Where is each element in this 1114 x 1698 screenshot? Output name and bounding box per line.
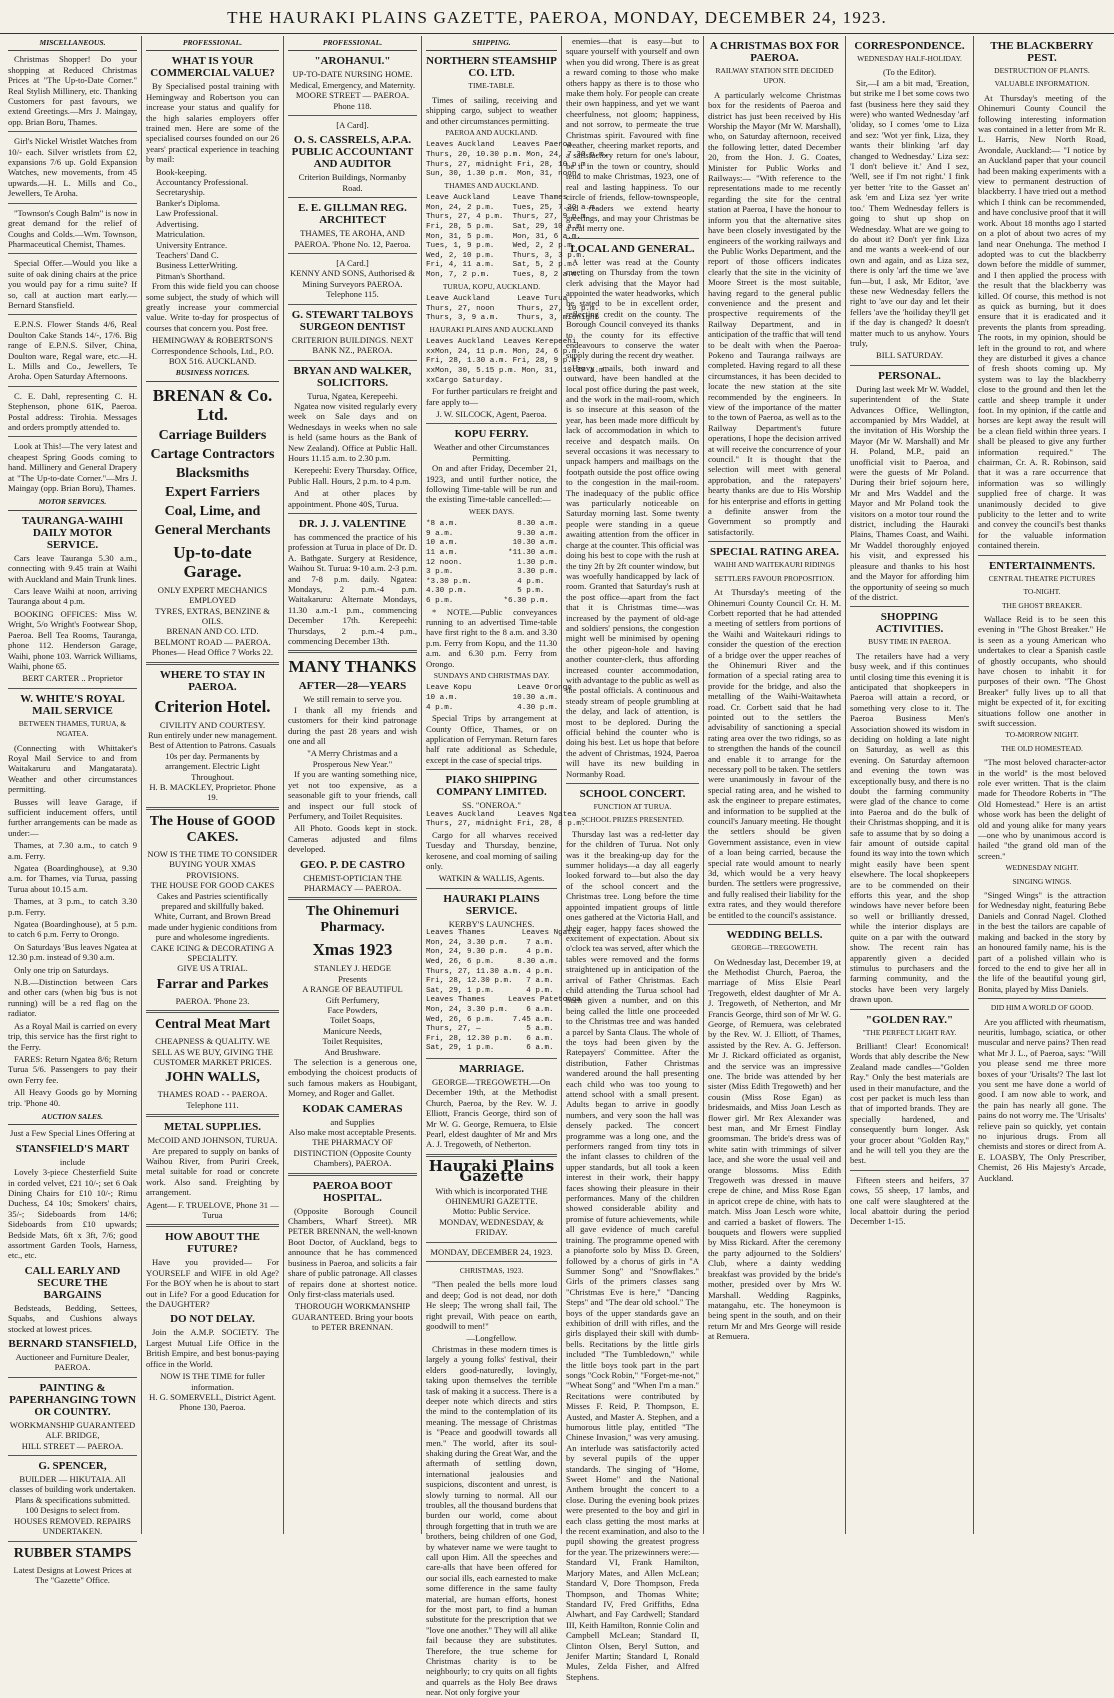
article-subtitle: DID HIM A WORLD OF GOOD.: [990, 1003, 1094, 1013]
ad-title: PAEROA BOOT HOSPITAL.: [312, 1179, 393, 1204]
list-item: Accountancy Professional.: [156, 177, 249, 188]
ad-text: THE PHARMACY OF DISTINCTION (Opposite County Chambers), PAEROA.: [293, 1137, 412, 1169]
ad-text: HOUSES REMOVED. REPAIRS UNDERTAKEN.: [14, 1515, 131, 1537]
ad-title: "AROHANUI.": [314, 55, 391, 68]
ad-text: CAKE ICING & DECORATING A SPECIALITY.: [150, 942, 275, 963]
ad-text: Motto: Public Service.: [452, 1206, 531, 1217]
ad-text: H. G. SOMERVELL, District Agent. Phone 130, Paeroa.: [149, 1391, 276, 1413]
ad-text: Kerepeehi: Every Thursday. Office, Public Hall. Hours, 2 p.m. to 4 p.m.: [288, 465, 417, 486]
ad-text: (Opposite Borough Council Chambers, Wharf Street). MR PETER BRENNAN, the well-known Boot Doctor, of Auckland, begs to announce that he has commenced business in Paeroa, and solicits a fair share of public patronage. All classes of repairs done at shortest notice. Only first-class materials used.: [288, 1205, 417, 1299]
ad-subtitle: TIME-TABLE.: [468, 81, 515, 91]
article-text: Wallace Reid is to be seen this evening in "The Ghost Breaker." He is seen as a young American who undertakes to clear a Spanish castle of ghostly occupants, who should have chosen to inhabit it for purposes of their own. "The Ghost Breaker" fully lives up to all that might be expected of it, for exciting situations follow one another in swift succession.: [978, 613, 1106, 728]
ad-text: BOOKING OFFICES: Miss W. Wright, 5/o Wright's Footwear Shop, Paeroa. Bell Tea Rooms, Tauranga, phone 112. Henderson Garage, Waihi, phone 103. Warrick Williams, Waihi, phone 65.: [8, 608, 137, 671]
course-list: [146, 167, 279, 281]
ad-title: Xmas 1923: [312, 940, 393, 960]
ad-title: BRYAN AND WALKER, SOLICITORS.: [293, 364, 412, 389]
ad-text: THAMES ROAD - - PAEROA. Telephone 111.: [157, 1089, 268, 1110]
ad-title: O. S. CASSRELS, A.P.A. PUBLIC ACCOUNTANT AND AUDITOR: [291, 134, 414, 171]
masthead: THE HAURAKI PLAINS GAZETTE, PAEROA, MONDAY, DECEMBER 24, 1923.: [0, 0, 1114, 34]
ad-title: GEO. P. DE CASTRO: [299, 858, 406, 871]
ad-text: THOROUGH WORKMANSHIP GUARANTEED. Bring your boots to PETER BRENNAN.: [291, 1301, 414, 1333]
list-item: Manicure Needs,: [323, 1025, 382, 1036]
column-3: [284, 36, 422, 1534]
article-text: A letter was read at the County meeting on Thursday from the town clerk advising that the Mayor had appointed the water headworks, which he stated to be in excellent order, reflecting credit on the county. The Borough Council conveyed its thanks to the county for its effective endeavours to conserve the water supply during the recent dry weather.: [566, 256, 699, 361]
ad-text: CIVILITY AND COURTESY.: [159, 719, 266, 730]
list-item: Gift Perfumery,: [325, 994, 380, 1005]
ad-title: HAURAKI PLAINS SERVICE.: [443, 892, 540, 917]
article-subtitle: TO-MORROW NIGHT.: [1005, 730, 1079, 740]
article-subtitle: WEDNESDAY HALF-HOLIDAY.: [857, 54, 962, 63]
article-subtitle: THE GHOST BREAKER.: [1001, 600, 1083, 610]
timetable: Leave Kopu Leave Orongo 10 a.m. 10.30 a.m. 4 p.m. 4.30 p.m.: [426, 684, 572, 712]
ad-text: TYRES, EXTRAS, BENZINE & OILS.: [155, 605, 270, 626]
article-subtitle: THE OLD HOMESTEAD.: [1001, 743, 1083, 753]
ad-title: DO NOT DELAY.: [170, 1313, 255, 1326]
ad-text: MONDAY, WEDNESDAY, & FRIDAY.: [439, 1216, 544, 1238]
article-subtitle: GEORGE—TREGOWETH.: [731, 943, 818, 953]
column-5: [562, 36, 704, 1682]
list-item: Toilet Soaps,: [330, 1015, 375, 1026]
ad-text: (Connecting with Whittaker's Royal Mail Service to and from Waitakaruru and Mangatarata). Weather and other circumstances permitting.: [8, 742, 137, 795]
ad-text: Cars leave Tauranga 5.30 a.m., connecting with 9.45 train at Waihi with Auckland and Main Trunk lines.: [8, 552, 137, 584]
timetable: Leaves Thames Leaves Ngatea Mon, 24, 3.30 p.m. 7 a.m. Mon, 24, 9.30 p.m. 4 p.m. Wed, 26, 6 p.m. 8.30 a.m. Thurs, 27, 11.30 a.m. 4 p.m. Fri, 28, 12.30 p.m. 7 a.m. Sat, 29, 1 p.m. 4 p.m. Leaves Thames Leaves Patetonga Mon, 24, 3.30 p.m. 6 a.m. Wed, 26, 6 p.m. 7.45 a.m. Thurs, 27, ― 5 a.m. Fri, 28, 12.30 p.m. 6 a.m. Sat, 29, 1 p.m. 6 a.m.: [426, 929, 581, 1053]
article-subtitle: "THE PERFECT LIGHT RAY.: [862, 1027, 957, 1037]
article-text: During last week Mr W. Waddel, superintendent of the State Advances Office, Wellington, accompanied by Mrs Waddel, at the invitation of His Worship the Mayor (Mr W. Marshall) and Mr H. Poland, M.P., paid an unofficial visit to Paeroa, and were the guests of Mr Poland. During their brief sojourn here, Mr and Mrs Waddel and the Mayor and Mr Poland took the visitors on a motor tour round the district, including the Hauraki Plains, Thames Coast, and Waihi. Mr Waddel thoroughly enjoyed his visit, and expressed his pleasure and thanks to his host and the Mayor for affording him the opportunity of seeing so much of the district.: [850, 383, 969, 602]
section-title: SCHOOL CONCERT.: [579, 788, 686, 801]
poem: "Then pealed the bells more loud and deep; God is not dead, nor doth He sleep; The wrong shall fail, The right prevail, With peace on earth, goodwill to men!": [426, 1279, 557, 1332]
list-item: Toilet Requisites,: [322, 1036, 383, 1047]
ad-title: RUBBER STAMPS: [13, 1545, 132, 1561]
ad-text: Ngatea (Boardinghouse), at 9.30 a.m. for Thames, via Turua, passing Turua about 10.15 a.m.: [8, 863, 137, 894]
ad-text: I thank all my friends and customers for their kind patronage during the past 28 years and wish one and all: [288, 704, 417, 747]
article-subtitle: SETTLERS FAVOUR PROPOSITION.: [714, 573, 835, 583]
editorial-text: enemies—that is easy—but to square yourself with yourself and own when you did wrong. There is as great a reward coming to those who make others happy as there is to those who make them holy. For people can create their own happiness, and yet we want cheerfulness, not gloom; happiness, and not sorrow, to permeate the true Christmas spirit. Favoured with fine weather, cheering market reports, and a satisfactory return for one's labour, be it in the town or country, should tend to make Christmas, 1923, one of real and lasting happiness. To our circle of friends, fellow-townspeople, and readers we extend hearty greetings, and may your Christmas be a real merry one.: [566, 36, 699, 234]
article-subtitle: CENTRAL THEATRE PICTURES: [988, 573, 1096, 583]
section-title: CORRESPONDENCE.: [854, 40, 965, 52]
ad-text: For further particulars re freight and fare apply to—: [426, 386, 557, 407]
ad-title: KODAK CAMERAS: [302, 1102, 403, 1115]
column-1: [4, 36, 142, 1585]
list-item: University Entrance.: [156, 239, 228, 250]
article-subtitle: RAILWAY STATION SITE DECIDED UPON.: [715, 66, 834, 86]
ad-text: has commenced the practice of his profession at Turua in place of Dr. D. A. Bathgate. Surgery at Residence, Waihou St. Turua: 9-10 a.m. 2-3 p.m. and 7-8 p.m. daily. Ngatea: Mondays, 2 p.m.-4 p.m. Waitakaruru: Alternate Mondays, 11.30 a.m.-1 p.m., commencing December 17th. Kerepeehi: Thursdays, 2 p.m.-4 p.m., commencing December 13th.: [288, 531, 417, 647]
section-header: PROFESSIONAL.: [146, 36, 279, 51]
article-text: Thursday last was a red-letter day for the children of Turua. Not only was it the breaking-up day for the summer holidays—a day all eagerly looked forward to—but also the day of the school concert and the Christmas tree. Long before the time appointed impatient groups of little ones gathered at the Victoria Hall, and their eager, happy faces showed the excitement of expectation. About six o'clock tea was served, after which the tables were removed and the forms straightened up in anticipation of the arrival of Father Christmas. Each child attending the Turua school had been given a number, and on this being called the little one proceeded to the Christmas tree and was handed a parcel by Santa Claus. The whole of the toys had been given by the Ratepayers' Committee. After the distribution, Father Christmas wandered around the hall presenting each child who was too young to attend school with a small present. Adults began to arrive in goodly numbers, and very soon the hall was densely packed. The concert programme was a long one, and the performers ranged from tiny tots in the infant classes to children of the upper standards, but all took a keen interest in their work, their happy faces showing their pleasure in their performances. Many of the children showed considerable ability and promise of future achievements, while all gave evidence of much careful training. The programme opened with a pianoforte solo by Miss D. Green, followed by a chorus of girls in "A Summer Song" and "Snowflakes." Girls of the primers classes sang "Christmas Eve is here," "Dancing Steps" and "The dear old school." The boys of the upper standards gave an exhibition of drill with rifles, and the girls displayed their skill with dumb-bells. Recitations by the little girls included "The Tumbledown," while the little boys took part in the part songs "Cock Robin," "Forget-me-not," "Wheat Song" and "When I'm a man." Recitations were contributed by Misses F. Reid, P. Thompson, E. Austed, and Master A. Stephen, and a humorous little play, entitled "The Chinese Invasion," was very amusing. An interlude was satisfactorily acted by several pupils of the upper standards. The singing of "Home, Sweet Home" and the National Anthem brought the concert to a close. During the evening book prizes were presented to the boy and girl in each class getting the most marks at the recent examination, and also to the pupil showing the greatest progress for the year. The prizewinners were:—Standard VI, Frank Hamilton, Marjory Mates, and Allen McLean; Standard V, Dore Thompson, Freda Thompson, and Thomas White; Standard IV, Fred Griffiths, Edna Alwhart, and Fay Cardwell; Standard III, Keith Hamilton, Ronnie Colin and Campbell McLean; Standard II, Clinton Olsen, Beryl Sutton, and Jenifer Martin; Standard I, Ronald Mules, Zelda Fisher, and Alfred Stephens.: [566, 828, 699, 1682]
list-item: Secretaryship.: [156, 187, 205, 198]
ad-text: THE HOUSE FOR GOOD CAKES: [150, 880, 275, 891]
ad-text: Just a Few Special Lines Offering at: [10, 1128, 135, 1139]
section-title: "GOLDEN RAY.": [865, 1013, 954, 1026]
ad-text: H. B. MACKLEY, Proprietor. Phone 19.: [149, 782, 276, 803]
article-subtitle: (To the Editor).: [882, 67, 937, 78]
ad-text: BERT CARTER .. Proprietor: [22, 673, 123, 684]
classified-ad: Christmas Shopper! Do your shopping at Reduced Christmas Prices at "The Up-to-Date Corner." Real Stylish Millinery, etc. Thanking Customers for past favours, we extend Greetings.—Mrs J. Maingay, opp. Brian Boru, Thames.: [8, 54, 137, 127]
ad-text: * NOTE.—Public conveyances running to an advertised Time-table have first right to the 8 a.m. and 3.30 p.m. Ferry from Kopu, and the 11.30 a.m. and 6.30 p.m. Ferry from Orongo.: [426, 606, 557, 669]
article-text: At Thursday's meeting of the Ohinemuri County Council the following interesting information was contained in a letter from Mr R. L. Harris, New North Road, Avondale, Auckland:— "I notice by an Auckland paper that your council had been making experiments with a view to permanent destruction of blackberry. I have tried out a method which I think can be recommended, and have conclusive proof that it will work. About 18 months ago I started on a plot of about two acres of my land near Onehunga. The method I adopted was to cut the blackberry down before the middle of summer, and I then applied the process with the result that the blackberry was killed. Of course, this method is not as quick as burning, but it does ensure that it is eradicated and it prevents the plants from spreading. The roots, in my opinion, should be left in the ground to rot, and where they are disturbed it gives a chance of fresh shoots coming up. My system was to lay the blackberry close to the ground and then let the cattle and sheep trample it under foot. In my opinion, if the cattle and horses are kept away the result will be a clean field within three years. I shall be pleased to give any further information required." The chairman, Cr. A. R. Robinson, said that it was a rare occurrence that information was so willingly supplied free of charge. It was unanimously decided to give publicity to the letter and to write and convey the council's best thanks for the valuable information contained therein.: [978, 92, 1106, 551]
ad-text: BELMONT ROAD — PAEROA.: [154, 636, 271, 647]
ad-text: Run entirely under new management.: [147, 730, 278, 741]
ad-text: BUILDER — HIKUTAIA. All classes of building work undertaken.: [9, 1474, 136, 1495]
article-text: A particularly welcome Christmas box for the residents of Paeroa and district has just been received by His Worship the Mayor (Mr W. Marshall), who, on Saturday afternoon, received the following letter, dated December 20, from the Hon. J. G. Coates, Minister for Public Works and Railways:— "With reference to the representations made to me recently regarding the site for the central station at Paeroa, I have the honour to inform you that the alternative sites have been closely investigated by the engineers of the working railways and the Public Works Department, and the report of those officers indicates clearly that the site in the vicinity of Moore Street is the most suitable, having regard to the general public convenience and the present and prospective requirements of the Railway Department, and in anticipation of the traffic that will tend to be dealt with when the Paeroa-Pokeno and Tauranga railways are completed. Having regard to all these circumstances, it has been decided to locate the new station at the site recommended by the engineers. In view of the importance of the matter to the town of Paeroa, as well as to the Railway Department's future operations, I hope the decision arrived at will receive the concurrence of your council." It is thought that the selection will meet with general approbation, and the ratepayers' hearty thanks are due to His Worship for his enterprise and efforts in getting a definite answer from the Government so promptly and satisfactorily.: [708, 89, 842, 537]
ad-title: PIAKO SHIPPING COMPANY LIMITED.: [436, 774, 547, 799]
ad-text: 100 Designs to select from.: [25, 1505, 120, 1516]
list-item: Teachers' Dand C.: [156, 249, 219, 260]
ad-title: G. SPENCER,: [38, 1460, 107, 1473]
ad-text: The selection is a generous one, embodying the choicest products of such famous makers as Houbigant, Morney, and Roger and Gallet.: [288, 1057, 417, 1099]
ad-title: TAURANGA-WAIHI DAILY MOTOR SERVICE.: [21, 514, 124, 551]
article-text: The retailers have had a very busy week, and if this continues until closing time this evening it is anticipated that shopkeepers in Paeroa will attain a record, or something very close to it. The Paeroa Business Men's Association showed its wisdom in deciding on holding a late night on Saturday, as well as this evening. On Saturday afternoon and evening the town was exceptionally busy, and there is no doubt the farming community were glad of the chance to come into Paeroa and do the bulk of their Christmas shopping, and it is safe to assume that by so doing a fair amount of outside capital found its way into the town which might easily have been spent elsewhere. The local shopkeepers are to be commended on their efforts this year, and the shop windows have never before been so well or brilliantly dressed, while the interior displays are quite on a par with the outward show. The recent rain has apparently given a decided stimulus to purchasers and the farming community, and the stocks have been very largely drawn upon.: [850, 650, 969, 1005]
timetable: Leave Auckland Leave Turua Thurs, 27, noon Thurs, 27, 10 p.m. Thurs, 3, 9 a.m. Thurs, 3, midnight: [426, 294, 600, 323]
ad-subtitle: WEEK DAYS.: [468, 506, 515, 516]
timetable: Leaves Auckland Leaves Paeroa Thurs, 20, 10.30 p.m. Mon, 24, 7.30 p.m. Thurs, 27, midnight Fri, 28, 10 p.m. Sun, 30, 1.30 p.m. Mon, 31, noon.: [426, 141, 609, 179]
article-subtitle: DESTRUCTION OF PLANTS.: [994, 66, 1090, 75]
ad-line: Coal, Lime, and: [164, 503, 261, 519]
list-item: Face Powders,: [327, 1004, 378, 1015]
article-subtitle: SCHOOL PRIZES PRESENTED.: [581, 815, 684, 825]
ad-text: Latest Designs at Lowest Prices at The "Gazette" Office.: [13, 1564, 132, 1585]
ad-text: Auctioneer and Furniture Dealer, PAEROA.: [15, 1352, 130, 1373]
ad-line: Blacksmiths: [175, 465, 250, 481]
list-item: Book-keeping.: [156, 166, 207, 177]
ad-title: HOW ABOUT THE FUTURE?: [165, 1231, 260, 1256]
ad-title: Up-to-date Garage.: [173, 542, 252, 581]
article-text: On Wednesday last, December 19, at the Methodist Church, Paeroa, the marriage of Miss Elsie Pearl Tregoweth, eldest daughter of Mr A. J. Tregoweth, of Netherton, and Mr Francis George, third son of Mr W. G. George, of Remuera, was celebrated by the Rev. W. J. Elliott, of Thames, assisted by the Rev. A. G. Jefferson. Mr J. Rickard officiated as organist, and the service was an impressive one. The bride was attended by her sister (Miss Edith Tregoweth) and her cousin (Miss Rose Egan) as bridesmaids, and Miss Joan Lesch as flower girl. Mr Rex Alexander was best man, and Mr Ernest Findlay groomsman. The bride's dress was of white satin with trimmings of silver lace, and she wore the usual veil and orange blossoms. Miss Edith Tregoweth was dressed in mauve crepe de chine, and Miss Rose Egan in apricot crepe de chine, with hats to match. Miss Joan Lesch wore white, and carried a basket of flowers. The bouquets and flowers were supplied by Miss Rickard. After the ceremony the party adjourned to the Soldiers' Club, where a dainty wedding breakfast was provided by the bride's mother, presided over by Mrs W. Marshall. Wedding Ragpinks, matangahu, etc. The honeymoon is being spent in the south, and on their return Mr and Mrs George will reside at Remuera.: [708, 956, 841, 1342]
ad-text: Phones— Head Office 7 Works 22.: [151, 647, 274, 658]
list-item: Advertising.: [156, 218, 199, 229]
ad-text: Are prepared to supply on banks of Waihou River, from Puriri Creek, metal suitable for road or concrete work. Also sand. Freighting by arrangement.: [146, 1145, 279, 1198]
section-header: AUCTION SALES.: [8, 1110, 137, 1125]
article-text: Heavy mails, both inward and outward, have been handled at the local post office during the past week, and the work in the mail-room, which is so insecure at this season of the year, has been made more difficult by lack of accommodation in which to receive and despatch mails. On several occasions it was necessary to unpack hampers and mailbags on the footpath outside the post office owing to the congestion in the mail-room. The inadequacy of the public office was particularly noticeable on Saturday morning last. Some twenty people were standing in a queue awaiting attention from the officer in charge at the counter. This official was doing his best to cope with the rush at the tiny 2ft by 2ft counter window, but was woefully handicapped by lack of room. Granted that Saturday's rush at the post office—apart from the fact that it is Christmas time—was increased by the payment of old-age and soldiers' pensions, the congestion might well be minimised by opening the other pigeon-hole and having another counter-clerk, thus affording increased counter accommodation, with advantage to the public as well as the postal officials. A continuous and steady stream of people grumbling at the delay, and lack of attention, is most to be deplored. During the official behind the counter who is doing his best. Let us hope that before the advent of Christmas, 1924, Paeroa will have its new building in Normanby Road.: [566, 362, 699, 779]
ad-title: STANSFIELD'S MART: [15, 1142, 130, 1155]
ad-text: WORKMANSHIP GUARANTEED ALF. BRIDGE,: [9, 1419, 136, 1441]
ad-title: METAL SUPPLIES.: [164, 1121, 261, 1134]
article-subtitle: VALUABLE INFORMATION.: [994, 79, 1090, 89]
classified-ad: E.P.N.S. Flower Stands 4/6, Real Doulton Cake Stands 14/-, 17/6. Big range of E.P.N.S. Silver, China, Doulton ware, Regal ware, etc.—H. L. Mills and Co., Jewellers, Te Aroha. Open Saturday Afternoons.: [8, 319, 137, 382]
ad-text: On Saturdays 'Bus leaves Ngatea at 12.30 p.m. instead of 9.30 a.m.: [8, 941, 137, 963]
ad-text: PAEROA. 'Phone 23.: [175, 995, 250, 1006]
ad-text: SS. "ONEROA.": [462, 800, 521, 811]
ad-text: and Supplies: [330, 1116, 375, 1127]
ad-text: KERBY'S LAUNCHES.: [448, 918, 535, 929]
ad-title: W. WHITE'S ROYAL MAIL SERVICE: [20, 692, 125, 717]
section-title: WEDDING BELLS.: [726, 929, 823, 942]
ad-text: Join the A.M.P. SOCIETY. The Largest Mutual Life Office in the British Empire, and best bonus-paying office in the World.: [146, 1327, 279, 1369]
ad-title: BERNARD STANSFIELD,: [8, 1338, 137, 1351]
section-title: PERSONAL.: [878, 369, 941, 382]
article-text: Are you afflicted with rheumatism, neuritis, lumbago, sciatica, or other muscular and nerve pains? Then read what Mr J. L., of Paeroa, says: "Will you please send me three more boxes of your 'Urisalts'? The last lot you sent me have done a world of good. I am now able to work, and the pain has nearly all gone. The pains do not worry me. The 'Urisalts' relieve pain so quickly, yet contain no injurious drugs. From all chemists and stores or direct from A. E. LOASBY, The Only Prescriber, Chemist, 26 His Majesty's Arcade, Auckland.: [978, 1016, 1106, 1183]
column-4: [422, 36, 609, 1698]
classified-ad: Girl's Nickel Wristlet Watches from 10/- each. Silver wristlets from £2, expansions 7/6 up. Gold Expansion Watches, new movements, from 45 upwards.—H. L. Mills and Co., Jewellers, Te Aroha.: [8, 136, 137, 199]
article-text: "Singed Wings" is the attraction for Wednesday night, featuring Bebe Daniels and Conrad Nagel. Clothed in the best the tailors are capable of making and backed in the story by an honoured family name, his is the part of a polished villain who is forced to the end to give her all in the life of the beautiful young girl, Bonita, played by Miss Daniels.: [978, 890, 1106, 994]
ad-text: McCOID AND JOHNSON, TURUA.: [147, 1135, 278, 1146]
ad-text: STANLEY J. HEDGE: [313, 963, 392, 974]
ad-title: PAINTING & PAPERHANGING TOWN OR COUNTRY.: [9, 1381, 136, 1418]
ad-line: Carriage Builders: [158, 427, 267, 443]
ad-text: ONLY EXPERT MECHANICS EMPLOYED: [157, 584, 268, 606]
ad-text: On and after Friday, December 21, 1923, and until further notice, the following Time-table will be run and the existing Time-table cancelled:—: [426, 463, 557, 505]
section-title: ENTERTAINMENTS.: [988, 559, 1096, 572]
newspaper-columns: [4, 36, 1110, 1698]
ad-text: HILL STREET — PAEROA.: [21, 1440, 124, 1451]
ad-subtitle: THAMES AND AUCKLAND.: [444, 180, 539, 190]
article-subtitle: SINGING WINGS.: [1012, 876, 1072, 886]
ad-title: CALL EARLY AND SECURE THE BARGAINS: [24, 1264, 121, 1301]
list-item: Banker's Diploma.: [156, 197, 221, 208]
ad-subtitle: TURUA, KOPU, AUCKLAND.: [442, 281, 541, 291]
ad-text: NOW IS THE TIME for fuller information.: [160, 1371, 265, 1392]
ad-text: MOORE STREET — PAEROA. Phone 118.: [295, 90, 410, 111]
classified-ad: Look at This!—The very latest and cheapest Spring Goods coming to hand. Millinery and General Drapery at "The Up-to-date Corner."—Mrs J. Maingay (opp. Brian Boru), Thames.: [8, 441, 137, 494]
ad-line: General Merchants: [154, 522, 271, 538]
ad-text: J. W. SILCOCK, Agent, Paeroa.: [436, 408, 547, 419]
ad-text: Weather and other Circumstances Permitting.: [433, 442, 550, 463]
article-subtitle: FUNCTION AT TURUA.: [593, 802, 672, 812]
section-title: LOCAL AND GENERAL.: [570, 242, 695, 255]
ad-text: Thames, at 3 p.m., to catch 3.30 p.m. Ferry.: [8, 896, 137, 917]
timetable: Leave Auckland Leave Thames Mon, 24, 2 p.m. Tues, 25, 7.30 a.m. Thurs, 27, 4 p.m. Thurs, 27, 9 p.m. Fri, 28, 5 p.m. Sat, 29, 10 a.m. Mon, 31, 5 p.m. Mon, 31, 6 a.m. Tues, 1, 9 p.m. Wed, 2, 2 p.m. Wed, 2, 10 p.m. Thurs, 3, 3 p.m. Fri, 4, 11 a.m. Sat, 5, 2 p.m. Mon, 7, 2 p.m. Tues, 8, 2 a.m.: [426, 194, 600, 279]
ad-text: Busses will leave Garage, if sufficient inducement offers, until further arrangements can be made as under:—: [8, 796, 137, 838]
ad-subtitle: HAURAKI PLAINS AND AUCKLAND: [429, 324, 554, 334]
classified-ad: "Townson's Cough Balm" is now in great demand for the relief of Coughs and Colds.—Wm. Townson, Pharmaceutical Chemist, Thames.: [8, 207, 137, 249]
ad-text: include: [59, 1156, 86, 1167]
ad-text: CHEMIST-OPTICIAN THE PHARMACY — PAEROA.: [303, 872, 402, 893]
letter-text: Sir,—I am a bit mad, 'Ereation, but strike me I bet some cows two fast (business here they said they were) who wanted Wednesday 'arf 'oliday, so I comes 'ome to Liza and sez: 'Wot yer fink, Liza, they wants their blinking 'arf day changed to Wednesday.' Liza sez: 'I don't believe it.' And I sez, 'Well, see if I'm not right.' I fink yer better 'rite to the Gasset an' ask 'em and Liza sez 'yer write too.' Them Wednesday fellers is going to shut up shop on Wednesday. What are we going to do about it? Don't yer fink Liza and me wants a week-end of our own and again, and as Liza sez, there is only 'arf the time we 'ave fun—but, I ask, Mr Editor, 'ave these new Wednesday fellers the right to 'ave our day and let their fellers 'ave the 'hoiliday they'll get if the day is changed? It doesn't matter much to us anyhow. Yours truly,: [850, 77, 969, 348]
article-subtitle: WAIHI AND WAITEKAURI RIDINGS: [714, 560, 835, 570]
article-text: Brilliant! Clear! Economical! Words that ably describe the New Zealand made candles—"Golden Ray." Only the best materials are used in their manufacture, and the cost per packet is much less than that of imported brands. They are specially hardened, and consequently burn longer. Ask your grocer about "Golden Ray," and he will tell you they are the best.: [850, 1040, 969, 1166]
ad-text: All Photo. Goods kept in stock. Cameras adjusted and films developed.: [288, 823, 417, 855]
ad-text: KENNY AND SONS, Authorised & Mining Surveyors PAEROA. Telephone 115.: [289, 268, 415, 300]
ad-title: E. E. GILLMAN REG. ARCHITECT: [298, 202, 407, 227]
ad-text: Turua, Ngatea, Kerepeehi.: [307, 390, 398, 401]
ad-subtitle: PAEROA AND AUCKLAND.: [445, 128, 538, 138]
ad-text: N.B.—Distinction between Cars and other cars (when big 'bus is not running) will be a red flag on the radiator.: [8, 977, 137, 1019]
article-text: At Thursday's meeting of the Ohinemuri County Council Cr. H. M. Corbett reported that he had attended a meeting of settlers from portions of the Waihi and Waitekauri ridings to consider the question of the erection of a bridge over the upper reaches of the Ohinemuri River and the formation of a special rating area to provide for the bridge, and also the metalling of the Waihi-Waitawheta road. Cr. Corbett said that he had pointed out to the settlers the advisability of sanctioning a special rating area over the two ridings, so as to strengthen the hands of the council and enable it to arrange for the necessary poll to be taken. The settlers were unanimously in favour of the special rating area, and he wished to ask the engineer to prepare estimates, and information to be supplied at the council's January meeting. He thought the settlers should be given Government assistance, even in view of a loan being carried, because the special rate would amount to nearly 3d, which would be a very heavy burden. The settlers were progressive, and fully realised their liability for the extra rates, and they would therefore be entitled to the council's assistance.: [708, 587, 841, 920]
editorial-title: CHRISTMAS, 1923.: [459, 1266, 524, 1276]
ad-title: BRENAN & Co. Ltd.: [152, 385, 273, 424]
timetable: Leaves Auckland Leaves Ngatea Thurs, 27, midnight Fri, 28, 8 p.m.: [426, 810, 586, 829]
ad-text: Times of sailing, receiving and shipping cargo, subject to weather and other circumstances permitting.: [426, 94, 557, 126]
ad-text: From this wide field you can choose some subject, the study of which will greatly increase your commercial value. Write to-day for prospectus of courses that concern you. Post free.: [146, 281, 279, 333]
classified-ad: C. E. Dahl, representing C. H. Stephenson, phone 61K, Paeroa. Postal address: Tirohia. Messages and orders promptly attended to.: [8, 390, 137, 432]
ad-text: Ngatea now visited regularly every week on Sale days and on Wednesdays in weeks when no sale is held (same hours as the Bank of New Zealand). Office at Public Hall. Hours 11.15 a.m. to 2.30 p.m.: [288, 400, 417, 463]
ad-title: Central Meat Mart: [154, 1017, 271, 1033]
ad-title: NORTHERN STEAMSHIP CO. LTD.: [426, 55, 557, 80]
ad-text: CHEAPNESS & QUALITY. WE SELL AS WE BUY, GIVING THE CUSTOMER MARKET PRICES.: [152, 1036, 273, 1067]
ad-text: A RANGE OF BEAUTIFUL: [302, 984, 403, 995]
ad-text: UP-TO-DATE NURSING HOME.: [292, 69, 413, 80]
ad-text: By Specialised postal training with Hemingway and Robertson you can increase your status and qualify for the high salaries employers offer trained men. Here are some of the specialised courses founded on our 26 years' practical experience in teaching by mail:: [146, 81, 279, 165]
ad-text: Cars leave Waihi at noon, arriving Tauranga about 4 p.m.: [8, 586, 137, 607]
ad-text: [A Card].: [336, 120, 369, 131]
section-header: BUSINESS NOTICES.: [146, 366, 279, 381]
ad-text: Agent— F. TRUELOVE, Phone 31 — Turua: [146, 1199, 279, 1221]
ad-text: Ngatea (Boardinghouse), at 5 p.m. to catch 6 p.m. Ferry to Orongo.: [8, 919, 137, 940]
ad-text: Cargo for all wharves received Tuesday and Thursday, benzine, kerosene, and coal morning of sailing only.: [426, 829, 557, 871]
letter-signature: BILL SATURDAY.: [875, 350, 943, 361]
section-title: MARRIAGE.: [458, 1062, 525, 1075]
ad-text: Bedsteads, Bedding, Settees, Squabs, and Cushions always stocked at lowest prices.: [8, 1302, 137, 1334]
ad-text: FARES: Return Ngatea 8/6; Return Turua 5/6. Passengers to pay their own Ferry fee.: [8, 1053, 137, 1085]
ad-subtitle: SUNDAYS AND CHRISTMAS DAY.: [433, 670, 550, 680]
ad-text: WATKIN & WALLIS, Agents.: [438, 873, 545, 884]
ad-text: Medical, Emergency, and Maternity.: [289, 79, 416, 90]
section-title: SPECIAL RATING AREA.: [709, 546, 840, 559]
list-item: Business LetterWriting.: [156, 260, 238, 271]
ad-title: Criterion Hotel.: [154, 696, 271, 716]
gazette-nameplate: Hauraki Plains Gazette: [428, 1156, 555, 1186]
ad-subtitle: BETWEEN THAMES, TURUA, & NGATEA.: [18, 718, 127, 739]
ad-text: CRITERION BUILDINGS. NEXT BANK NZ., PAEROA.: [291, 334, 414, 356]
list-item: Law Professional.: [156, 208, 219, 219]
article-subtitle: WEDNESDAY NIGHT.: [1005, 863, 1079, 873]
ad-text: GIVE US A TRIAL.: [177, 963, 248, 974]
ad-text: BRENAN AND CO. LTD.: [166, 626, 259, 637]
ad-text: Thames, at 7.30 a.m., to catch 9 a.m. Ferry.: [8, 840, 137, 861]
ad-text: Cakes and Pastries scientifically prepared and skillfully baked.: [157, 890, 268, 911]
issue-date: MONDAY, DECEMBER 24, 1923.: [430, 1246, 553, 1257]
ad-text: Lovely 3-piece Chesterfield Suite in corded velvet, £21 10/-; set 6 Oak Dining Chairs for £10 10/-; Rimu Duchess, £4 10s; Smokers' chairs, 35/-; Sideboards from 14/6; Sideboards from £10 upwards; Bedside Mats, 6ft x 3ft, 7/6; good assortment Garden Tools, Harness, etc., etc.: [8, 1167, 137, 1261]
notice-text: GEORGE—TREGOWETH.—On December 19th, at the Methodist Church, Paeroa, by the Rev. W. J. Elliott, Francis George, third son of Mr W. G. George, Remuera, to Elsie Pearl, eldest daughter of Mr and Mrs A. J. Tregoweth, of Netherton.: [426, 1076, 557, 1150]
ad-text: Also make most acceptable Presents.: [288, 1127, 417, 1138]
column-6: [704, 36, 846, 1534]
section-header: MOTOR SERVICES.: [8, 495, 137, 510]
section-header: PROFESSIONAL.: [288, 36, 417, 51]
ad-text: "A Merry Christmas and a Prosperous New Year.": [307, 748, 398, 769]
column-2: [142, 36, 284, 1534]
poem-attribution: —Longfellow.: [466, 1333, 517, 1344]
ad-line: Cartage Contractors: [150, 446, 275, 462]
ad-title: Farrar and Parkes: [156, 976, 269, 992]
ad-text: HEMINGWAY & ROBERTSON'S Correspondence Schools, Ltd., P.O. BOX 516. AUCKLAND.: [151, 335, 274, 366]
ad-text: With which is incorporated THE OHINEMURI GAZETTE.: [435, 1185, 548, 1206]
article-subtitle: TO-NIGHT.: [1023, 587, 1061, 597]
column-8: [974, 36, 1110, 1534]
ad-text: THAMES, TE AROHA, AND PAEROA. 'Phone No. 12, Paeroa.: [294, 228, 411, 249]
section-title: A CHRISTMAS BOX FOR PAEROA.: [709, 40, 840, 64]
section-header: MISCELLANEOUS.: [8, 36, 137, 51]
ad-title: DR. J. J. VALENTINE: [298, 517, 407, 530]
classified-ad: Special Offer.—Would you like a suite of oak dining chairs at the price you would pay for a rimu suite? If so, call at auction mart early.—Bernard Stansfield.: [8, 258, 137, 310]
ad-text: NOW IS THE TIME TO CONSIDER BUYING YOUR XMAS PROVISIONS.: [147, 848, 278, 880]
ad-title: KOPU FERRY.: [454, 428, 529, 441]
section-title: THE BLACKBERRY PEST.: [990, 40, 1094, 64]
ad-title: The House of GOOD CAKES.: [149, 813, 276, 845]
ad-title: WHERE TO STAY IN PAEROA.: [159, 668, 266, 693]
timetable: *8 a.m. 8.30 a.m. 9 a.m. 9.30 a.m. 10 a.m. 10.30 a.m. 11 a.m. *11.30 a.m. 12 noon. 1.30 p.m. 3 p.m. 3.30 p.m. *3.30 p.m. 4 p.m. 4.30 p.m. 5 p.m. 6 p.m. *6.30 p.m.: [426, 520, 559, 605]
ad-text: Criterion Buildings, Normanby Road.: [298, 172, 407, 193]
ad-text: Presents: [338, 973, 367, 984]
section-title: SHOPPING ACTIVITIES.: [875, 611, 944, 636]
ad-text: As a Royal Mail is carried on every trip, this service has the first right to the Ferry.: [8, 1020, 137, 1052]
ad-text: Only one trip on Saturdays.: [14, 964, 109, 975]
column-7: [846, 36, 974, 1534]
ad-title: JOHN WALLS,: [165, 1070, 260, 1086]
article-subtitle: BUSY TIME IN PAEROA.: [868, 637, 951, 647]
ad-text: White, Currant, and Brown Bread made under hygienic conditions from pure and wholesome ingredients.: [148, 911, 277, 943]
editorial-text: Christmas in these modern times is largely a young folks' festival, their elders good-naturedly, lovingly, taking upon themselves the terrible task of making it a success. There is a deeper note which directs and stirs the mind to the contemplation of its meaning. The message of Christmas is "Peace and goodwill towards all men." The world, after its soul-shaking during the Great War, and the aftermath of settling down, international jealousies and suspicions, discontent and unrest, is slowly turning to normal. All our troubles, all the thousand burdens that burden our world, come about through forgetting that in truth we are brothers, being children of one God, by whatever name we were taught to call upon Him. All the speeches and care-alls that have been offered for our social ills, each earnested to make some difference in the same faulty material, are human efforts, honest for the most part, to find a human substitute for the prescription that we "love one another." They will all alike fail because they are substitutes. Therefore, the true scheme for Christmas charity is to be neighbourly; to cry quits on all fights and quarrels as the Holy Bee draws near. Not only forgive your: [426, 1343, 557, 1698]
list-item: Matriculation.: [156, 229, 205, 240]
ad-title: The Ohinemuri Pharmacy.: [306, 904, 399, 936]
timetable: Leaves Auckland Leaves Kerepeehi xxMon, 24, 11 p.m. Mon, 24, 6 p.m. Fri, 28, 1.30 a.m. Fri, 28, 9 p.m. xxMon, 30, 5.15 p.m. Mon, 31, 10.30 a.m. xxCargo Saturday.: [426, 338, 609, 385]
article-text: Fifteen steers and heifers, 37 cows, 55 sheep, 17 lambs, and one calf were slaughtered at the local abattoir during the period December 1-15.: [850, 1174, 969, 1227]
ad-text: Have you provided— For YOURSELF and WIFE in old Age? For the BOY when he is about to start out in Life? For a good Education for the DAUGHTER?: [146, 1257, 279, 1310]
ad-title: WHAT IS YOUR COMMERCIAL VALUE?: [150, 55, 275, 80]
section-header: SHIPPING.: [426, 36, 557, 51]
ad-text: Special Trips by arrangement at County Office, Thames, or on application of Ferryman. Return fares half rate additional as Schedule, except in the case of special trips.: [426, 713, 557, 765]
ad-title: AFTER—28—YEARS: [298, 680, 407, 693]
ad-title: MANY THANKS: [288, 657, 417, 677]
ad-text: And at other places by appointment. Phone 40S, Turua.: [288, 488, 417, 509]
ad-text: All Heavy Goods go by Morning trip. 'Phone 40.: [8, 1087, 137, 1108]
ad-text: Plans & specifications submitted.: [14, 1494, 131, 1505]
ad-line: Expert Farriers: [165, 484, 260, 500]
ad-text: Best of Attention to Patrons. Casuals 10s per day. Permanents by arrangement. Electric Light Throughout.: [149, 740, 276, 782]
ad-text: [A Card.]: [336, 258, 369, 269]
ad-text: We still remain to serve you.: [303, 694, 402, 705]
article-text: "The most beloved character-actor in the world" is the most beloved role ever written. That is the claim made for Theodore Roberts in "The Old Homestead." Here is an artist whose work has been the delight of old and young alike for many years—one who by unanimous accord is hailed "the grand old man of the screen.": [978, 757, 1106, 861]
list-item: Pitman's Shorthand.: [156, 270, 225, 281]
ad-text: If you are wanting something nice, yet not too expensive, as a seasonable gift to your friends, call and inspect our full stock of Perfumery, and Toilet Requisites.: [288, 769, 417, 821]
ad-title: G. STEWART TALBOYS SURGEON DENTIST: [291, 308, 414, 333]
list-item: And Brushware.: [324, 1046, 381, 1057]
